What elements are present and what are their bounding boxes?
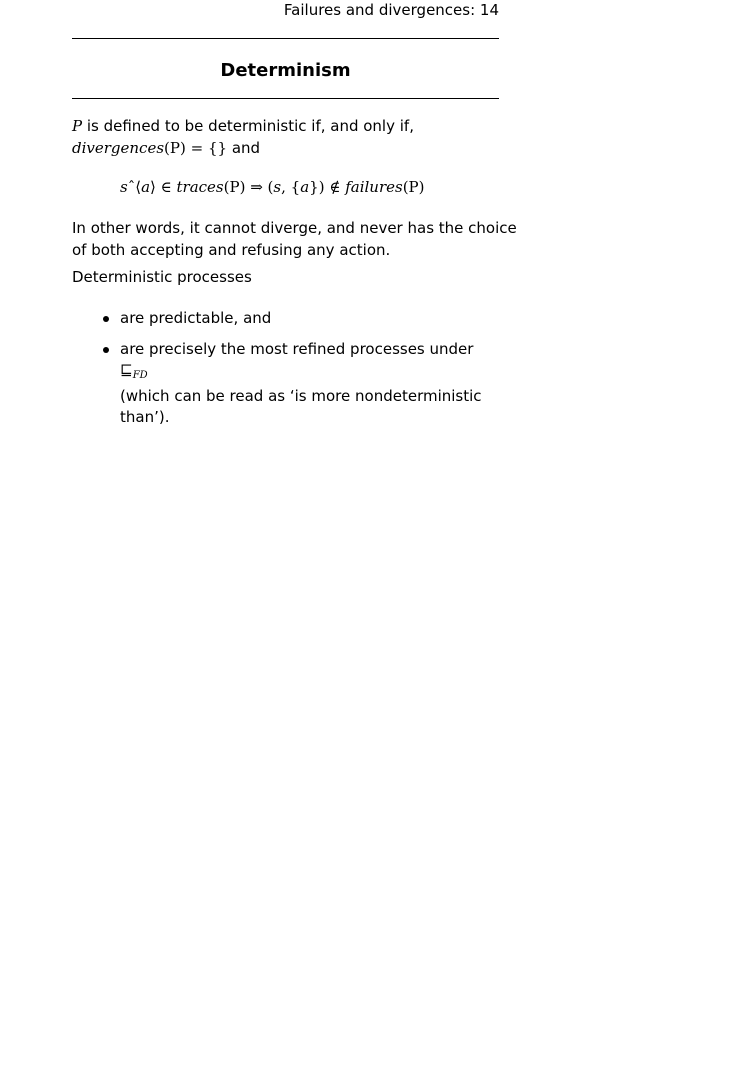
formula-failures-arg: (P) (402, 178, 425, 196)
formula-notin: }) ∉ (309, 178, 346, 196)
determinism-formula (120, 176, 450, 198)
list-item (72, 308, 499, 329)
explanation-line-1: In other words, it cannot diverge, and never has the choice (72, 219, 517, 237)
definition-text: is defined to be deterministic if, and only if, (82, 117, 414, 135)
formula-a2: a (300, 178, 310, 196)
bullet-list (72, 308, 499, 428)
bullet-2-line-2: (which can be read as ‘is more nondeterministic (120, 387, 482, 405)
formula-s: s (120, 178, 128, 196)
formula-failures: failures (345, 178, 403, 196)
divergences-argument: (P) = {} (164, 139, 228, 157)
list-item (72, 339, 499, 428)
processes-intro: Deterministic processes (72, 268, 252, 286)
section-title: Determinism (220, 60, 351, 81)
bottom-rule (72, 98, 499, 99)
formula-traces: traces (176, 178, 224, 196)
divergences-function: divergences (72, 139, 165, 157)
definition-line-1 (72, 115, 502, 137)
bullet-icon (103, 347, 109, 353)
bullet-2-line-1 (120, 339, 499, 386)
formula-concat: ˆ⟨ (127, 178, 142, 196)
running-head: Failures and divergences: 14 (283, 1, 499, 19)
formula-member: ⟩ ∈ (150, 178, 177, 196)
definition-and: and (227, 139, 261, 157)
refines-symbol: ⊑ (120, 361, 133, 379)
definition-paragraph (72, 115, 502, 159)
explanation-paragraph (72, 217, 517, 261)
bullet-text-1: are predictable, and (120, 309, 272, 327)
formula-traces-arg: (P) ⇒ ( (223, 178, 274, 196)
bullet-icon (103, 316, 109, 322)
formula-a: a (141, 178, 151, 196)
formula-comma: , { (281, 178, 301, 196)
bullet-text-2: are precisely the most refined processes under (120, 340, 474, 358)
bullet-2-line-3: than’). (120, 408, 170, 426)
explanation-line-2: of both accepting and refusing any action. (72, 241, 391, 259)
formula-s2: s (273, 178, 282, 196)
top-rule (72, 38, 499, 39)
refines-subscript: FD (132, 370, 148, 381)
process-variable: P (72, 117, 83, 135)
definition-line-2 (72, 137, 502, 159)
